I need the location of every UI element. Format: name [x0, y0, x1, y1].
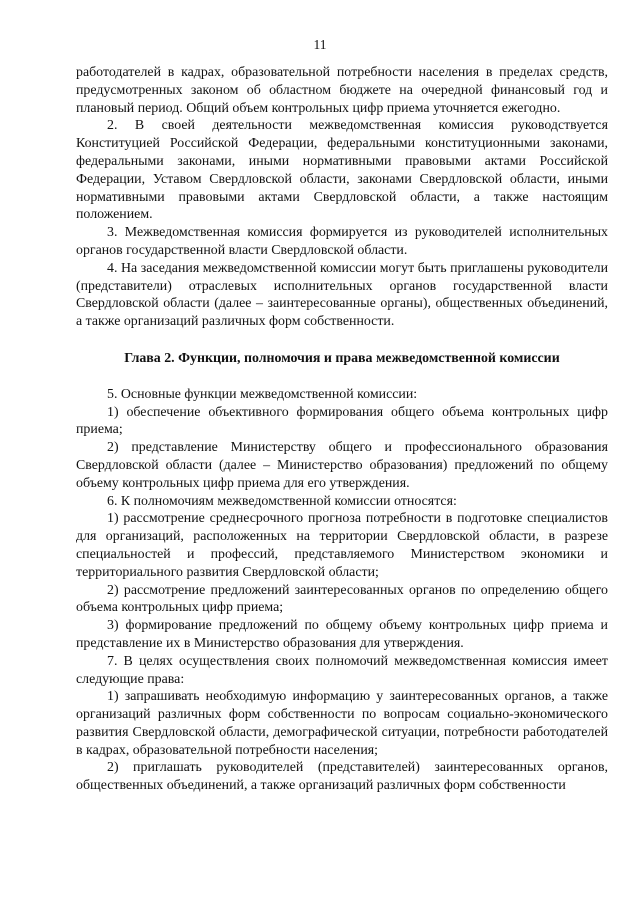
- paragraph-p6-1: 1) рассмотрение среднесрочного прогноза потребности в подготовке специалистов для организаций, расположенных на территории Свердловской области, в разрезе специальностей и профессий, представляемого Министерством экономики и территориального развития Свердловской области;: [76, 511, 608, 580]
- paragraph-p6: 6. К полномочиям межведомственной комиссии относятся:: [107, 493, 457, 509]
- paragraph-p7-1: 1) запрашивать необходимую информацию у заинтересованных органов, а также организаций различных форм собственности по вопросам социально-экономического развития Свердловской области, демографической ситуации, потребности работодателей в кадрах, образовательной потребности населения;: [76, 689, 608, 758]
- paragraph-p7: 7. В целях осуществления своих полномочий межведомственная комиссия имеет следующие права:: [76, 653, 608, 687]
- paragraph-p4: 4. На заседания межведомственной комиссии могут быть приглашены руководители (представители) отраслевых исполнительных органов государственной власти Свердловской области (далее – заинтересованные органы), общественных объединений, а также организаций различных форм собственности.: [76, 260, 608, 330]
- paragraph-p6-2: 2) рассмотрение предложений заинтересованных органов по определению общего объема контрольных цифр приема;: [76, 582, 608, 616]
- paragraph-p6-3: 3) формирование предложений по общему объему контрольных цифр приема и представление их в Министерство образования для утверждения.: [76, 618, 608, 651]
- chapter-2-text: [76, 386, 608, 795]
- chapter-1-text: [76, 64, 608, 331]
- paragraph-p5: 5. Основные функции межведомственной комиссии:: [107, 386, 418, 402]
- chapter-heading: Глава 2. Функции, полномочия и права межведомственной комиссии: [124, 350, 560, 366]
- page-number: 11: [313, 37, 327, 52]
- paragraph-p0: работодателей в кадрах, образовательной потребности населения в пределах средств, предусмотренных законом об областном бюджете на очередной финансовый год и плановый период. Общий объем контрольных цифр приема уточняется ежегодно.: [76, 65, 608, 116]
- document-body: [76, 64, 608, 795]
- paragraph-p5-1: 1) обеспечение объективного формирования общего объема контрольных цифр приема;: [76, 404, 608, 438]
- paragraph-p2: 2. В своей деятельности межведомственная комиссия руководствуется Конституцией Российской Федерации, федеральными конституционными законами, федеральными законами, иными нормативными правовыми актами Российской Федерации, Уставом Свердловской области, законами Свердловской области, иными нормативными правовыми актами Свердловской области, а также настоящим положением.: [76, 118, 608, 223]
- paragraph-p3: 3. Межведомственная комиссия формируется из руководителей исполнительных органов государственной власти Свердловской области.: [76, 225, 608, 258]
- paragraph-p7-2: 2) приглашать руководителей (представителей) заинтересованных органов, общественных объединений, а также организаций различных форм собственности: [76, 760, 608, 794]
- paragraph-p5-2: 2) представление Министерству общего и профессионального образования Свердловской области (далее – Министерство образования) предложений по общему объему контрольных цифр приема для его утверждения.: [76, 440, 608, 491]
